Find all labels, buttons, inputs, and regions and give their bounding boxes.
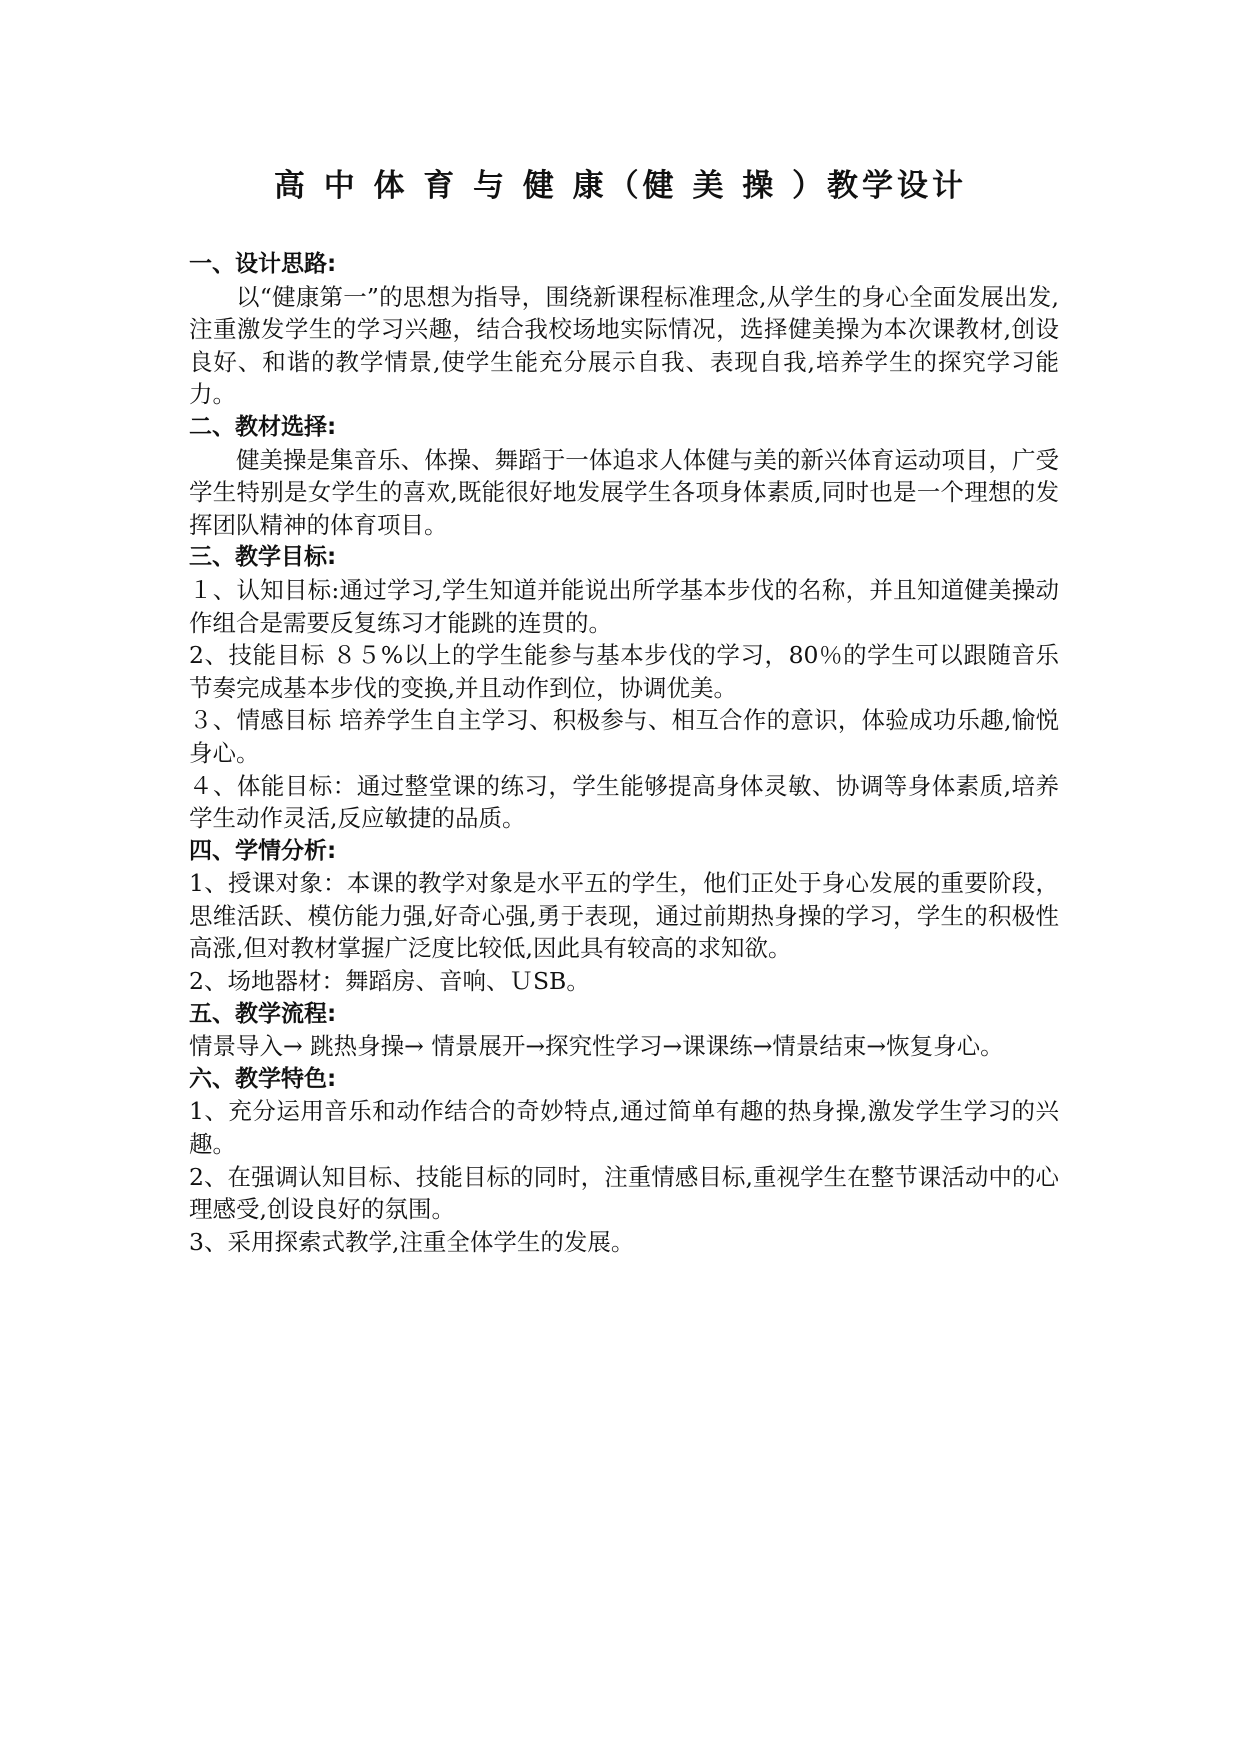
section-objectives xyxy=(189,541,1059,834)
list-item: １、认知目标:通过学习,学生知道并能说出所学基本步伐的名称，并且知道健美操动作组合是需要反复练习才能跳的连贯的。 xyxy=(189,575,1059,637)
list-item: ４、体能目标：通过整堂课的练习，学生能够提高身体灵敏、协调等身体素质,培养学生动作灵活,反应敏捷的品质。 xyxy=(189,771,1059,833)
document-body xyxy=(189,248,1059,1258)
paragraph: 健美操是集音乐、体操、舞蹈于一体追求人体健与美的新兴体育运动项目，广受学生特别是女学生的喜欢,既能很好地发展学生各项身体素质,同时也是一个理想的发挥团队精神的体育项目。 xyxy=(189,445,1059,539)
section-teaching-process xyxy=(189,998,1059,1063)
section-heading: 三、教学目标: xyxy=(189,544,337,571)
list-item: 1、授课对象：本课的教学对象是水平五的学生，他们正处于身心发展的重要阶段，思维活跃、模仿能力强,好奇心强,勇于表现，通过前期热身操的学习，学生的积极性高涨,但对教材掌握广泛度比较低,因此具有较高的求知欲。 xyxy=(189,869,1059,963)
section-design-idea xyxy=(189,248,1059,411)
section-heading: 一、设计思路: xyxy=(189,251,337,277)
section-heading: 五、教学流程: xyxy=(189,1000,337,1027)
list-item: 2、技能目标 ８５%以上的学生能参与基本步伐的学习，80％的学生可以跟随音乐节奏完成基本步伐的变换,并且动作到位，协调优美。 xyxy=(189,641,1059,702)
list-item: 3、采用探索式教学,注重全体学生的发展。 xyxy=(189,1227,635,1256)
paragraph: 情景导入→ 跳热身操→ 情景展开→探究性学习→课课练→情景结束→恢复身心。 xyxy=(189,1032,1004,1061)
section-heading: 六、教学特色: xyxy=(189,1065,337,1092)
list-item: 2、场地器材：舞蹈房、音响、ＵSB。 xyxy=(189,967,590,996)
document-title: 高 中 体 育 与 健 康（健 美 操 ）教学设计 xyxy=(273,168,968,204)
section-features xyxy=(189,1063,1059,1259)
list-item: 1、充分运用音乐和动作结合的奇妙特点,通过简单有趣的热身操,激发学生学习的兴趣。 xyxy=(189,1097,1059,1159)
list-item: 2、在强调认知目标、技能目标的同时，注重情感目标,重视学生在整节课活动中的心理感受,创设良好的氛围。 xyxy=(189,1162,1059,1224)
list-item: ３、情感目标 培养学生自主学习、积极参与、相互合作的意识，体验成功乐趣,愉悦身心。 xyxy=(189,706,1059,767)
paragraph: 以“健康第一”的思想为指导，围绕新课程标准理念,从学生的身心全面发展出发,注重激发学生的学习兴趣，结合我校场地实际情况，选择健美操为本次课教材,创设良好、和谐的教学情景,使学生能充分展示自我、表现自我,培养学生的探究学习能力。 xyxy=(189,282,1059,409)
section-material xyxy=(189,411,1059,541)
section-student-analysis xyxy=(189,835,1059,998)
section-heading: 二、教材选择: xyxy=(189,413,337,440)
section-heading: 四、学情分析: xyxy=(189,837,337,864)
